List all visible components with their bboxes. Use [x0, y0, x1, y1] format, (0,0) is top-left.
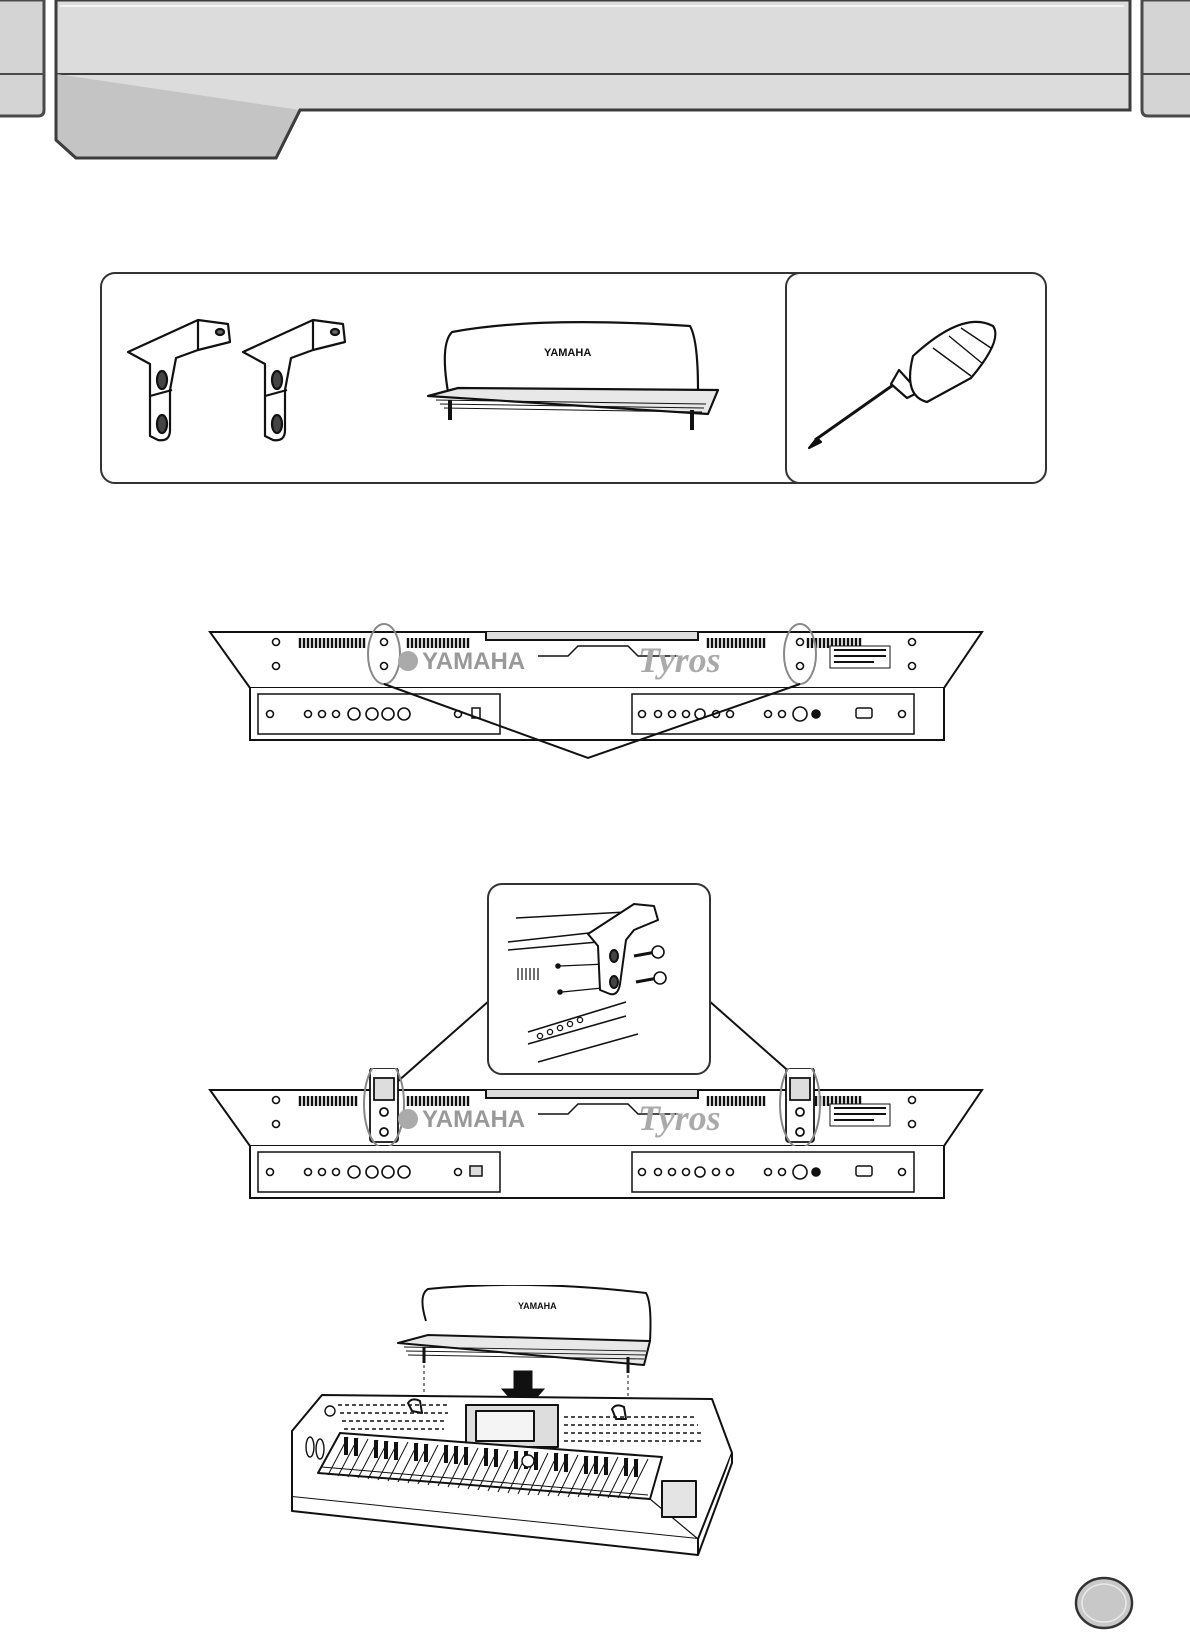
header-tab: [0, 0, 1190, 170]
music-rest-icon: [398, 1285, 651, 1373]
svg-text:YAMAHA: YAMAHA: [518, 1301, 557, 1311]
svg-text:YAMAHA: YAMAHA: [422, 648, 526, 675]
svg-text:YAMAHA: YAMAHA: [544, 347, 592, 359]
tool-box: [783, 270, 1053, 490]
rear-panel-brackets-attached: [208, 1068, 988, 1218]
svg-text:Tyros: Tyros: [638, 640, 721, 680]
svg-text:Tyros: Tyros: [638, 1098, 721, 1138]
page-number-badge: [1074, 1575, 1136, 1631]
svg-text:YAMAHA: YAMAHA: [422, 1106, 526, 1133]
rear-panel-screw-locations: [208, 610, 988, 780]
music-rest-insertion: [278, 1285, 748, 1615]
parts-box: [98, 270, 858, 490]
